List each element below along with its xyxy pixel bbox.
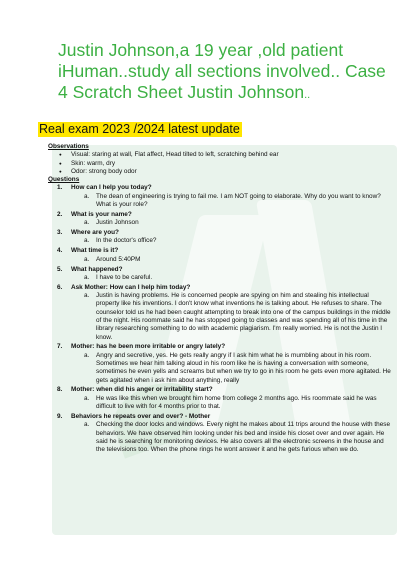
- question-item: 9. Behaviors he repeats over and over? - Mother: [57, 412, 211, 420]
- document-title: [58, 40, 388, 106]
- observation-item: ● Odor: strong body odor: [59, 168, 394, 176]
- answer-item: a. Justin is having problems. He is concerned people are spying on him and stealing his intellectual property like his inventions. I don't know what inventions he is talking about. He refuses to share. The counselor told us he had been caught attempting to break into one of the campus buildings in the middle of the night. His roommate said he has stopped going to classes and was spending all of his time in the library researching something to do with academic plagiarism. I'm really worried. He is not the Justin I know.: [84, 292, 391, 341]
- answer-item: a. I have to be careful.: [84, 273, 153, 281]
- question-item: 3. Where are you?: [57, 229, 119, 237]
- question-item: 7. Mother: has he been more irritable or angry lately?: [57, 343, 226, 351]
- exam-banner: Real exam 2023 /2024 latest update: [38, 122, 242, 137]
- question-item: 8. Mother: when did his anger or irritability start?: [57, 386, 213, 394]
- answer-item: a. Around 5:40PM: [84, 255, 141, 263]
- title-dots: ..: [304, 89, 311, 101]
- answer-item: a. He was like this when we brought him home from college 2 months ago. His roommate said he was difficult to live with for 4 months prior to that.: [84, 394, 377, 411]
- scratch-sheet-content: [48, 143, 394, 454]
- answer-item: a. The dean of engineering is trying to fail me. I am NOT going to elaborate. Why do you want to know? What is your role?: [84, 192, 381, 209]
- answer-item: a. Justin Johnson: [84, 219, 139, 227]
- observation-item: ● Skin: warm, dry: [59, 160, 394, 168]
- observations-list: [59, 151, 394, 176]
- observations-heading: Observations: [48, 143, 89, 150]
- answer-item: a. Checking the door locks and windows. Every night he makes about 11 trips around the house with these behaviors. We have observed him looking under his bed and inside his closet over and over again. He said he is searching for monitoring devices. He also covers all the electronic screens in the house and the televisions too. When the phone rings he wont answer it and he gets furious when we do.: [84, 421, 391, 454]
- observation-item: ● Visual: staring at wall, Flat affect, Head tilted to left, scratching behind ear: [59, 151, 394, 159]
- title-text: Justin Johnson,a 19 year ,old patient iHuman..study all sections involved.. Case 4 Scratch Sheet Justin Johnson: [58, 40, 386, 102]
- question-item: 6. Ask Mother: How can I help him today?: [57, 283, 191, 291]
- question-item: 2. What is your name?: [57, 210, 132, 218]
- answer-item: a. Angry and secretive, yes. He gets really angry if I ask him what he is mumbling about in his room. Sometimes we hear him talking aloud in his room like he is having a conversation with someone, sometimes he even yells and screams but when we try to go in his room he gets even more agitated. He gets agitated when i ask him about anything, really: [84, 351, 391, 384]
- question-item: 4. What time is it?: [57, 247, 119, 255]
- answer-item: a. In the doctor's office?: [84, 237, 157, 245]
- questions-heading: Questions: [48, 176, 80, 184]
- question-item: 1. How can I help you today?: [57, 184, 152, 192]
- question-item: 5. What happened?: [57, 265, 123, 273]
